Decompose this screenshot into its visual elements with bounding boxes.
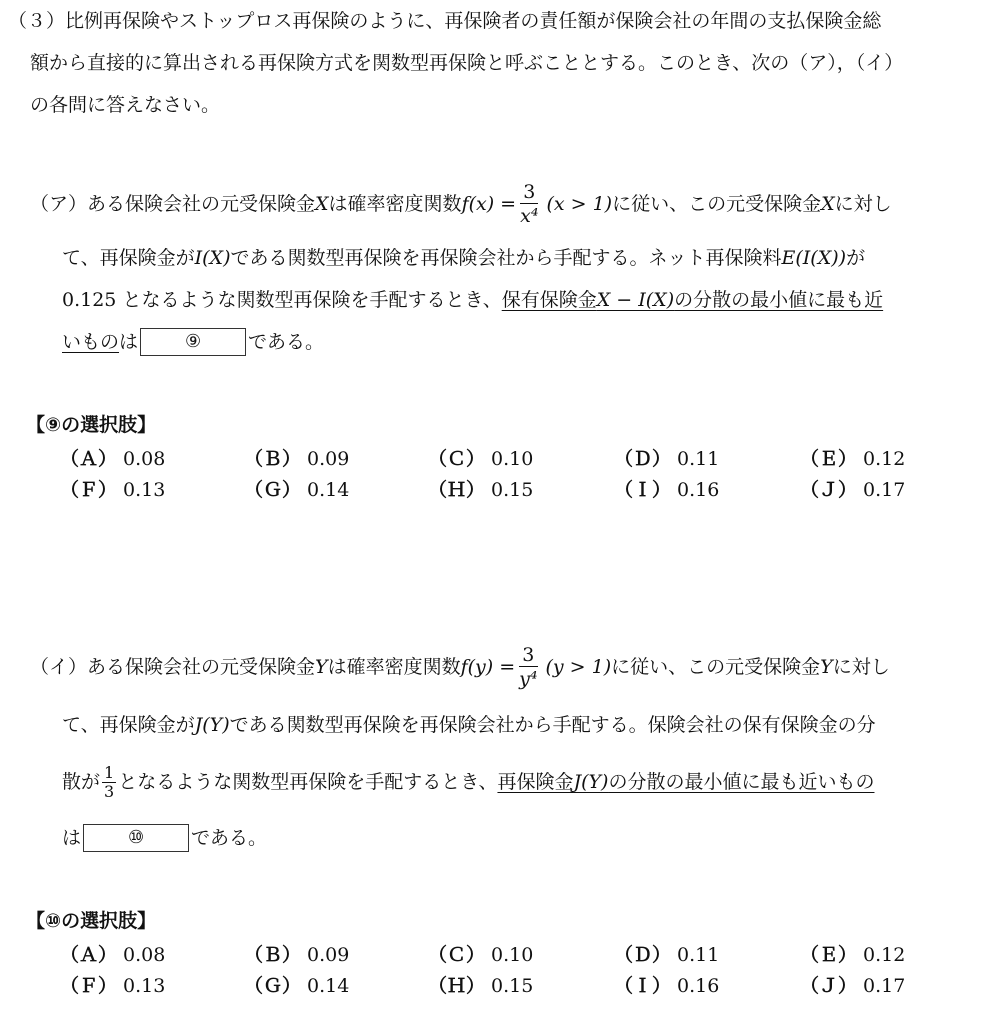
choice-option[interactable] [800, 946, 905, 965]
choice-option[interactable] [244, 946, 349, 965]
var-y: Y [820, 655, 833, 678]
part-a-text: に従い、この元受保険金 [612, 192, 822, 215]
choice-value: 0.15 [491, 479, 534, 501]
math-jy: J(Y) [194, 714, 230, 736]
choice-value: 0.09 [307, 944, 350, 966]
underlined-text: の分散の最小値に最も近いもの [608, 770, 875, 793]
value-0125: 0.125 [62, 289, 117, 311]
part-b-line-1 [30, 640, 890, 694]
choice-option[interactable] [614, 977, 719, 996]
choice-value: 0.14 [307, 975, 350, 997]
condition: (y > 1) [545, 655, 612, 678]
math-x-minus-ix: X − I(X) [596, 289, 675, 311]
part-b-text: である関数型再保険を再保険会社から手配する。保険会社の保有保険金の分 [229, 714, 876, 736]
choice-option[interactable] [614, 450, 719, 469]
choice-label: （Ｅ） [800, 448, 858, 470]
choice-label: （Ｆ） [60, 975, 118, 997]
choice-label: （Ｃ） [428, 944, 486, 966]
underlined-text: 再保険金 [497, 770, 574, 793]
choice-option[interactable] [800, 450, 905, 469]
function-fx: f(x) = [461, 192, 517, 215]
fraction-denominator: x⁴ [520, 204, 539, 227]
math-eix: E(I(X)) [781, 247, 847, 269]
choice-option[interactable] [60, 450, 165, 469]
part-a-line-1 [30, 178, 892, 230]
fraction-numerator: 3 [519, 644, 537, 667]
choice-label: （Ｃ） [428, 448, 486, 470]
condition: (x > 1) [546, 192, 613, 215]
choice-label: （Ｆ） [60, 479, 118, 501]
choice-option[interactable] [60, 481, 165, 500]
choice-value: 0.08 [123, 448, 166, 470]
choice-label: （Ｊ） [800, 479, 858, 501]
choice-label: （Ｈ） [428, 479, 486, 501]
fraction [519, 644, 537, 691]
part-a-text: は確率密度関数 [328, 192, 462, 215]
choice-label: （Ａ） [60, 944, 118, 966]
choice-option[interactable] [428, 450, 533, 469]
choice-value: 0.15 [491, 975, 534, 997]
choice-label: （Ｇ） [244, 479, 302, 501]
choice-value: 0.12 [863, 448, 906, 470]
part-b-text: に対し [832, 655, 890, 678]
part-a-text: となるような関数型再保険を手配するとき、 [122, 289, 502, 311]
part-b-line-3 [62, 758, 874, 806]
part-b-text: は [62, 826, 82, 849]
part-b-text: に従い、この元受保険金 [611, 655, 821, 678]
choice-option[interactable] [244, 450, 349, 469]
function-fy: f(y) = [460, 655, 516, 678]
part-a-text: が [846, 247, 866, 269]
choice-option[interactable] [614, 481, 719, 500]
fraction-denominator: 3 [104, 781, 115, 801]
fraction-numerator: 3 [520, 181, 538, 204]
underlined-phrase [502, 289, 883, 311]
choice-option[interactable] [244, 481, 349, 500]
choice-value: 0.12 [863, 944, 906, 966]
choice-label: （Ｂ） [244, 944, 302, 966]
choice-value: 0.14 [307, 479, 350, 501]
part-a-line-3 [62, 291, 883, 310]
math-ix: I(X) [194, 247, 231, 269]
choice-value: 0.16 [677, 975, 720, 997]
math-jy: J(Y) [573, 770, 609, 793]
choices-9-heading: 【⑨の選択肢】 [26, 414, 157, 436]
fraction-numerator: 1 [104, 762, 115, 782]
part-b-text: となるような関数型再保険を手配するとき、 [118, 770, 498, 793]
choice-value: 0.11 [677, 448, 720, 470]
var-x: X [821, 192, 835, 215]
choice-label: （Ｅ） [800, 944, 858, 966]
choice-label: （Ｂ） [244, 448, 302, 470]
choice-label: （Ｊ） [800, 975, 858, 997]
part-a-text: である。 [248, 330, 325, 353]
fraction-one-third [102, 764, 116, 801]
choice-option[interactable] [800, 977, 905, 996]
choice-option[interactable] [244, 977, 349, 996]
choice-label: （Ｇ） [244, 975, 302, 997]
underlined-text: 保有保険金 [501, 289, 597, 311]
choice-label: （Ｄ） [614, 448, 672, 470]
choice-option[interactable] [428, 946, 533, 965]
choice-label: （Ａ） [60, 448, 118, 470]
choice-option[interactable] [60, 977, 165, 996]
part-b-text: （イ）ある保険会社の元受保険金 [30, 655, 316, 678]
answer-box-10[interactable]: ⑩ [83, 824, 189, 852]
choices-10-heading: 【⑩の選択肢】 [26, 910, 157, 932]
choice-value: 0.10 [491, 448, 534, 470]
part-a-text: は [119, 330, 139, 353]
choice-label: （Ｉ） [614, 479, 672, 501]
part-b-text: である。 [191, 826, 268, 849]
underlined-text: いもの [62, 330, 120, 353]
intro-line-3: の各問に答えなさい。 [30, 94, 221, 116]
choice-value: 0.08 [123, 944, 166, 966]
part-a-line-2 [62, 249, 865, 268]
part-b-line-4 [62, 824, 267, 852]
fraction [520, 181, 538, 228]
fraction-denominator: y⁴ [519, 667, 538, 690]
choice-option[interactable] [428, 977, 533, 996]
part-a-text: である関数型再保険を再保険会社から手配する。ネット再保険料 [230, 247, 782, 269]
underlined-text: の分散の最小値に最も近 [674, 289, 884, 311]
choice-label: （Ｄ） [614, 944, 672, 966]
intro-line-2: 額から直接的に算出される再保険方式を関数型再保険と呼ぶこととする。このとき、次の（ア），（イ） [30, 52, 904, 74]
choice-value: 0.10 [491, 944, 534, 966]
part-a-text: て、再保険金が [62, 247, 195, 269]
part-b-line-2 [62, 716, 876, 735]
intro-line-1: （３）比例再保険やストップロス再保険のように、再保険者の責任額が保険会社の年間の支払保険金総 [8, 10, 882, 32]
choice-option[interactable] [800, 481, 905, 500]
choice-value: 0.16 [677, 479, 720, 501]
part-a-text: に対し [834, 192, 892, 215]
choice-option[interactable] [428, 481, 533, 500]
choice-value: 0.17 [863, 975, 906, 997]
part-a-line-4 [62, 328, 324, 356]
part-b-text: て、再保険金が [62, 714, 195, 736]
choice-value: 0.09 [307, 448, 350, 470]
var-y: Y [315, 655, 328, 678]
choice-option[interactable] [60, 946, 165, 965]
choice-value: 0.17 [863, 479, 906, 501]
choice-value: 0.11 [677, 944, 720, 966]
choice-option[interactable] [614, 946, 719, 965]
choice-label: （Ｉ） [614, 975, 672, 997]
choice-label: （Ｈ） [428, 975, 486, 997]
underlined-phrase [497, 770, 875, 793]
choice-value: 0.13 [123, 975, 166, 997]
answer-box-9[interactable]: ⑨ [140, 328, 246, 356]
var-x: X [315, 192, 329, 215]
part-b-text: 散が [62, 770, 101, 793]
part-a-text: （ア）ある保険会社の元受保険金 [30, 192, 316, 215]
part-b-text: は確率密度関数 [327, 655, 461, 678]
choice-value: 0.13 [123, 479, 166, 501]
